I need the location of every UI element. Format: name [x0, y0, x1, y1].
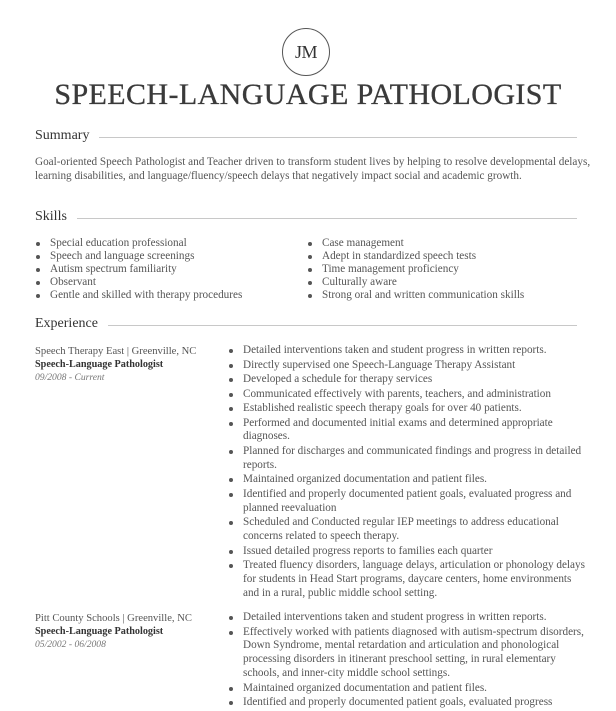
section-divider: [108, 325, 577, 326]
skill-item: Case management: [307, 237, 597, 250]
job-bullet: Established realistic speech therapy goals for over 40 patients.: [228, 402, 588, 416]
skill-item: Strong oral and written communication skills: [307, 289, 597, 302]
job-bullet: Identified and properly documented patient goals, evaluated progress: [228, 696, 588, 710]
summary-text: Goal-oriented Speech Pathologist and Teacher driven to transform student lives by helping to resolve developmental delays, learning disabilities, and language/fluency/speech delays that negatively impact social and academic growth.: [35, 156, 591, 182]
skills-section-header: [35, 209, 577, 225]
job-bullet: Communicated effectively with parents, teachers, and administration: [228, 388, 588, 402]
job-bullet: Issued detailed progress reports to families each quarter: [228, 545, 588, 559]
job-bullet: Detailed interventions taken and student progress in written reports.: [228, 611, 588, 625]
section-divider: [77, 218, 577, 219]
job-bullet: Detailed interventions taken and student progress in written reports.: [228, 344, 588, 358]
job-bullet: Planned for discharges and communicated findings and progress in detailed reports.: [228, 445, 588, 473]
job-bullet: Directly supervised one Speech-Language Therapy Assistant: [228, 359, 588, 373]
job-company: Speech Therapy East | Greenville, NC: [35, 346, 197, 357]
job-meta-1: [35, 345, 230, 384]
section-heading-experience: Experience: [35, 316, 98, 331]
job-meta-2: [35, 612, 230, 651]
skill-item: Speech and language screenings: [35, 250, 295, 263]
job-dates: 05/2002 - 06/2008: [35, 639, 106, 650]
job-bullet: Maintained organized documentation and patient files.: [228, 473, 588, 487]
skill-item: Adept in standardized speech tests: [307, 250, 597, 263]
skill-item: Gentle and skilled with therapy procedures: [35, 289, 295, 302]
job-bullet: Scheduled and Conducted regular IEP meetings to address educational concerns related to speech therapy.: [228, 516, 588, 544]
job-bullet: Identified and properly documented patient goals, evaluated progress and planned reevaluation: [228, 488, 588, 516]
skills-list-left: [35, 237, 295, 302]
job-bullet: Developed a schedule for therapy services: [228, 373, 588, 387]
section-heading-summary: Summary: [35, 128, 90, 143]
job-bullet: Treated fluency disorders, language delays, articulation or phonology delays for students in Head Start programs, daycare centers, home environments and in a rural, public middle school setting.: [228, 559, 588, 601]
job-bullet: Effectively worked with patients diagnosed with autism-spectrum disorders, Down Syndrome, mental retardation and articulation and phonological processing disorders in itinerant preschool setting, in rural elementary schools, and inner-city middle school settings.: [228, 626, 588, 682]
job-dates: 09/2008 - Current: [35, 372, 105, 383]
resume-title: SPEECH-LANGUAGE PATHOLOGIST: [54, 78, 562, 111]
section-divider: [99, 137, 577, 138]
job-bullet: Performed and documented initial exams and determined appropriate diagnoses.: [228, 417, 588, 445]
job-company: Pitt County Schools | Greenville, NC: [35, 613, 192, 624]
skill-item: Special education professional: [35, 237, 295, 250]
job-bullets-2: [228, 611, 588, 711]
job-role: Speech-Language Pathologist: [35, 359, 164, 370]
job-bullet: Maintained organized documentation and patient files.: [228, 682, 588, 696]
skill-item: Observant: [35, 276, 295, 289]
skill-item: Autism spectrum familiarity: [35, 263, 295, 276]
experience-section-header: [35, 316, 577, 332]
job-bullets-1: [228, 344, 588, 601]
skill-item: Culturally aware: [307, 276, 597, 289]
summary-section-header: [35, 128, 577, 144]
section-heading-skills: Skills: [35, 209, 67, 224]
monogram-initials: JM: [294, 41, 317, 62]
job-role: Speech-Language Pathologist: [35, 626, 164, 637]
skill-item: Time management proficiency: [307, 263, 597, 276]
skills-list-right: [307, 237, 597, 302]
monogram-badge: [282, 28, 330, 76]
